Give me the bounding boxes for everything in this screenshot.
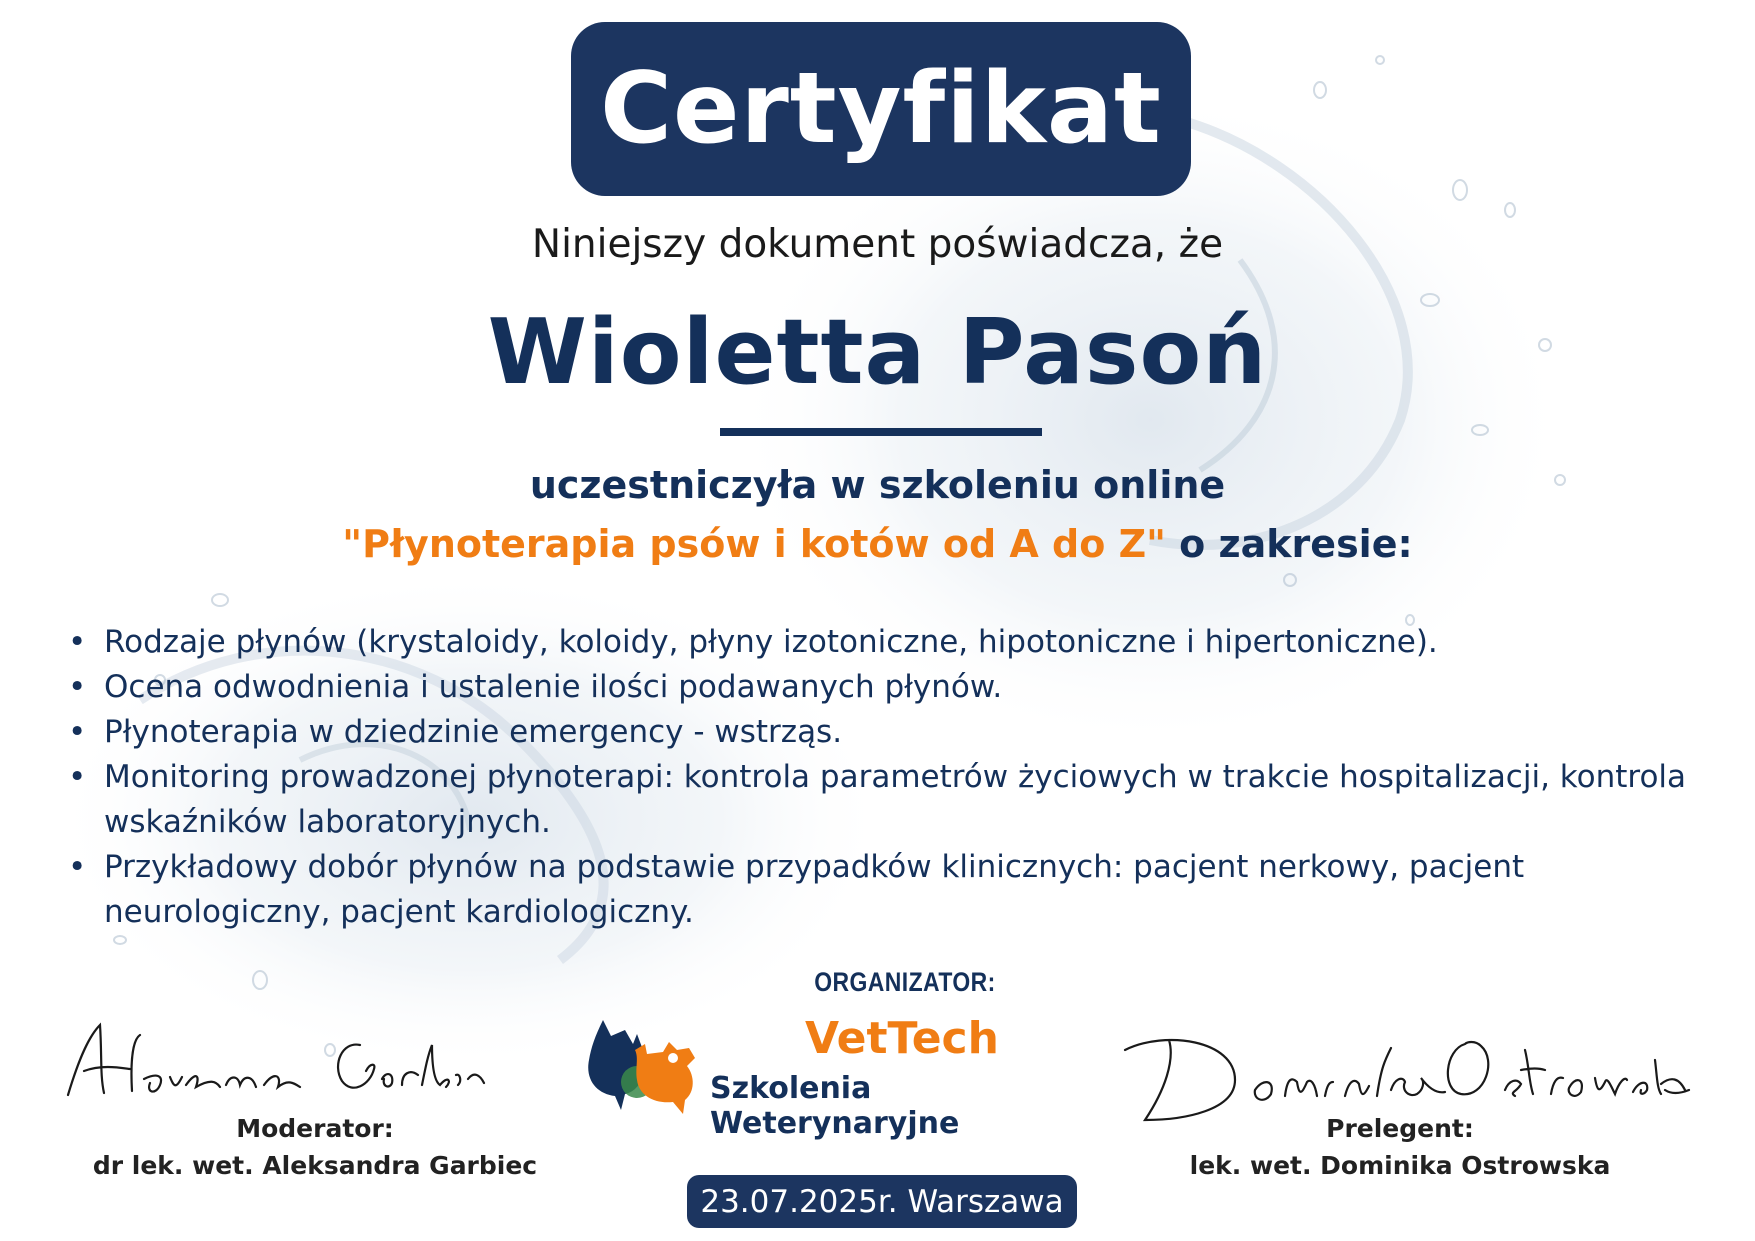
logo-subtitle: Szkolenia Weterynaryjne <box>710 1071 960 1141</box>
moderator-block <box>55 1110 575 1184</box>
moderator-role: Moderator: <box>236 1114 394 1143</box>
logo-name: VetTech <box>805 1013 999 1064</box>
certificate-title: Certyfikat <box>600 52 1162 166</box>
topic-item: • Płynoterapia w dziedzinie emergency - wstrząs. <box>68 710 1708 755</box>
date-place: 23.07.2025r. Warszawa <box>700 1183 1064 1220</box>
date-place-badge <box>687 1175 1077 1228</box>
topic-item: • Ocena odwodnienia i ustalenie ilości podawanych płynów. <box>68 665 1708 710</box>
course-title: "Płynoterapia psów i kotów od A do Z" <box>342 522 1166 566</box>
topics-list <box>68 620 1708 935</box>
moderator-name: dr lek. wet. Aleksandra Garbiec <box>92 1151 538 1180</box>
vettech-logo <box>585 1010 1085 1141</box>
scope-suffix: o zakresie: <box>1165 522 1413 566</box>
organizer-label: ORGANIZATOR: <box>814 967 996 997</box>
recipient-name: Wioletta Pasoń <box>487 300 1268 405</box>
intro-text: Niniejszy dokument poświadcza, że <box>531 222 1224 267</box>
name-divider <box>720 428 1042 436</box>
speech-bubbles-cat-dog-logo-icon <box>585 1010 700 1120</box>
topic-item: • Rodzaje płynów (krystaloidy, koloidy, płyny izotoniczne, hipotoniczne i hipertoniczne). <box>68 620 1708 665</box>
participation-text: uczestniczyła w szkoleniu online <box>529 463 1226 507</box>
course-line <box>0 522 1755 566</box>
topic-item: • Przykładowy dobór płynów na podstawie przypadków klinicznych: pacjent nerkowy, pacjent neurologiczny, pacjent kardiologiczny. <box>68 845 1708 935</box>
speaker-role: Prelegent: <box>1326 1114 1474 1143</box>
topic-item: • Monitoring prowadzonej płynoterapi: kontrola parametrów życiowych w trakcie hospitalizacji, kontrola wskaźników laboratoryjnych. <box>68 755 1708 845</box>
moderator-signature <box>60 1015 490 1115</box>
speaker-block <box>1130 1110 1670 1184</box>
certificate-title-banner <box>571 22 1191 196</box>
speaker-name: lek. wet. Dominika Ostrowska <box>1189 1151 1611 1180</box>
